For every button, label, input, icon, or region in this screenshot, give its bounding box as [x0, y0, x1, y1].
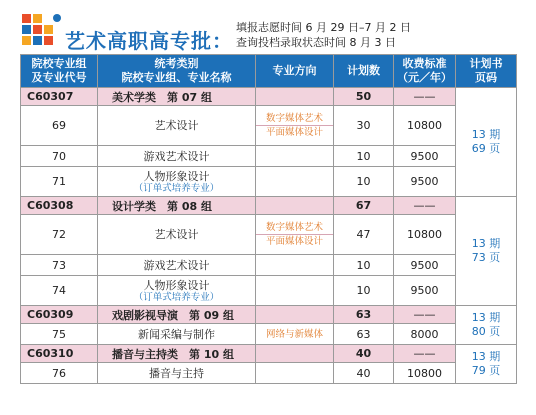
group-name: 播音与主持类 第 10 组 [98, 345, 256, 363]
major-code: 72 [21, 215, 98, 255]
major-fee: 9500 [394, 146, 456, 167]
major-directions [256, 363, 334, 384]
col-header-code: 院校专业组 及专业代号 [21, 55, 98, 88]
major-code: 69 [21, 106, 98, 146]
group-code: C60310 [21, 345, 98, 363]
major-name [98, 167, 256, 197]
major-name [98, 146, 256, 167]
group-row [21, 88, 517, 106]
order-training-note: （订单式培养专业） [133, 182, 220, 194]
major-name-text: 新闻采编与制作 [138, 327, 215, 341]
group-name: 戏剧影视导演 第 09 组 [98, 306, 256, 324]
major-plan: 10 [334, 146, 394, 167]
major-name-text: 播音与主持 [149, 366, 204, 380]
group-fee: —— [394, 88, 456, 106]
group-code: C60309 [21, 306, 98, 324]
table-body [21, 88, 517, 384]
major-code: 76 [21, 363, 98, 384]
major-name [98, 276, 256, 306]
major-fee: 10800 [394, 363, 456, 384]
group-plan: 63 [334, 306, 394, 324]
major-plan: 63 [334, 324, 394, 345]
major-name [98, 215, 256, 255]
major-row [21, 255, 517, 276]
major-row [21, 215, 517, 255]
group-name: 设计学类 第 08 组 [98, 197, 256, 215]
page-header [0, 0, 536, 54]
col-header-plan: 计划数 [334, 55, 394, 88]
group-name: 美术学类 第 07 组 [98, 88, 256, 106]
major-code: 74 [21, 276, 98, 306]
group-direction [256, 306, 334, 324]
table-header-row [21, 55, 517, 88]
major-directions [256, 215, 334, 255]
major-plan: 10 [334, 276, 394, 306]
major-name [98, 106, 256, 146]
major-plan: 10 [334, 255, 394, 276]
major-fee: 9500 [394, 167, 456, 197]
group-row [21, 197, 517, 215]
page-title: 艺术高职高专批： [65, 29, 233, 53]
direction-item: 平面媒体设计 [256, 125, 333, 139]
major-name [98, 363, 256, 384]
group-direction [256, 345, 334, 363]
major-fee: 9500 [394, 255, 456, 276]
plan-table [20, 54, 517, 384]
major-fee: 9500 [394, 276, 456, 306]
major-row [21, 167, 517, 197]
major-row [21, 146, 517, 167]
major-code: 70 [21, 146, 98, 167]
major-directions [256, 255, 334, 276]
group-fee: —— [394, 345, 456, 363]
major-name-text: 游戏艺术设计 [143, 258, 210, 272]
major-plan: 30 [334, 106, 394, 146]
direction-item: 数字媒体艺术 [265, 113, 323, 124]
major-name-text: 艺术设计 [154, 119, 199, 132]
major-directions [256, 167, 334, 197]
major-plan: 10 [334, 167, 394, 197]
query-time: 查询投档录取状态时间 8 月 3 日 [236, 36, 396, 49]
group-plan: 67 [334, 197, 394, 215]
application-time: 填报志愿时间 6 月 29 日–7 月 2 日 [236, 21, 411, 34]
direction-item: 平面媒体设计 [256, 234, 333, 248]
group-fee: —— [394, 306, 456, 324]
major-directions [256, 146, 334, 167]
major-fee: 8000 [394, 324, 456, 345]
direction-item: 网络与新媒体 [265, 328, 323, 340]
major-name [98, 324, 256, 345]
major-name-text: 游戏艺术设计 [143, 149, 210, 163]
major-code: 71 [21, 167, 98, 197]
group-direction [256, 197, 334, 215]
group-fee: —— [394, 197, 456, 215]
major-fee: 10800 [394, 106, 456, 146]
major-name [98, 255, 256, 276]
major-plan: 40 [334, 363, 394, 384]
major-directions [256, 324, 334, 345]
group-code: C60307 [21, 88, 98, 106]
group-code: C60308 [21, 197, 98, 215]
col-header-name: 统考类别 院校专业组、专业名称 [98, 55, 256, 88]
major-row [21, 276, 517, 306]
page-ref: 13 期 69 页 [456, 88, 517, 197]
major-directions [256, 106, 334, 146]
major-code: 73 [21, 255, 98, 276]
col-header-fee: 收费标准 （元／年） [394, 55, 456, 88]
schedule-notes [236, 20, 411, 50]
group-row [21, 306, 517, 324]
page-ref: 13 期 79 页 [456, 345, 517, 384]
group-row [21, 345, 517, 363]
major-row [21, 106, 517, 146]
major-code: 75 [21, 324, 98, 345]
page-ref: 13 期 73 页 [456, 197, 517, 306]
major-plan: 47 [334, 215, 394, 255]
page-ref: 13 期 80 页 [456, 306, 517, 345]
major-name-text: 艺术设计 [154, 228, 199, 241]
logo-icon [20, 12, 62, 48]
major-name-text: 人物形象设计 [143, 278, 210, 292]
major-fee: 10800 [394, 215, 456, 255]
order-training-note: （订单式培养专业） [133, 291, 220, 303]
major-row [21, 363, 517, 384]
major-row [21, 324, 517, 345]
group-direction [256, 88, 334, 106]
col-header-direction: 专业方向 [256, 55, 334, 88]
direction-item: 数字媒体艺术 [265, 222, 323, 233]
major-name-text: 人物形象设计 [143, 169, 210, 183]
col-header-page: 计划书 页码 [456, 55, 517, 88]
group-plan: 50 [334, 88, 394, 106]
group-plan: 40 [334, 345, 394, 363]
major-directions [256, 276, 334, 306]
